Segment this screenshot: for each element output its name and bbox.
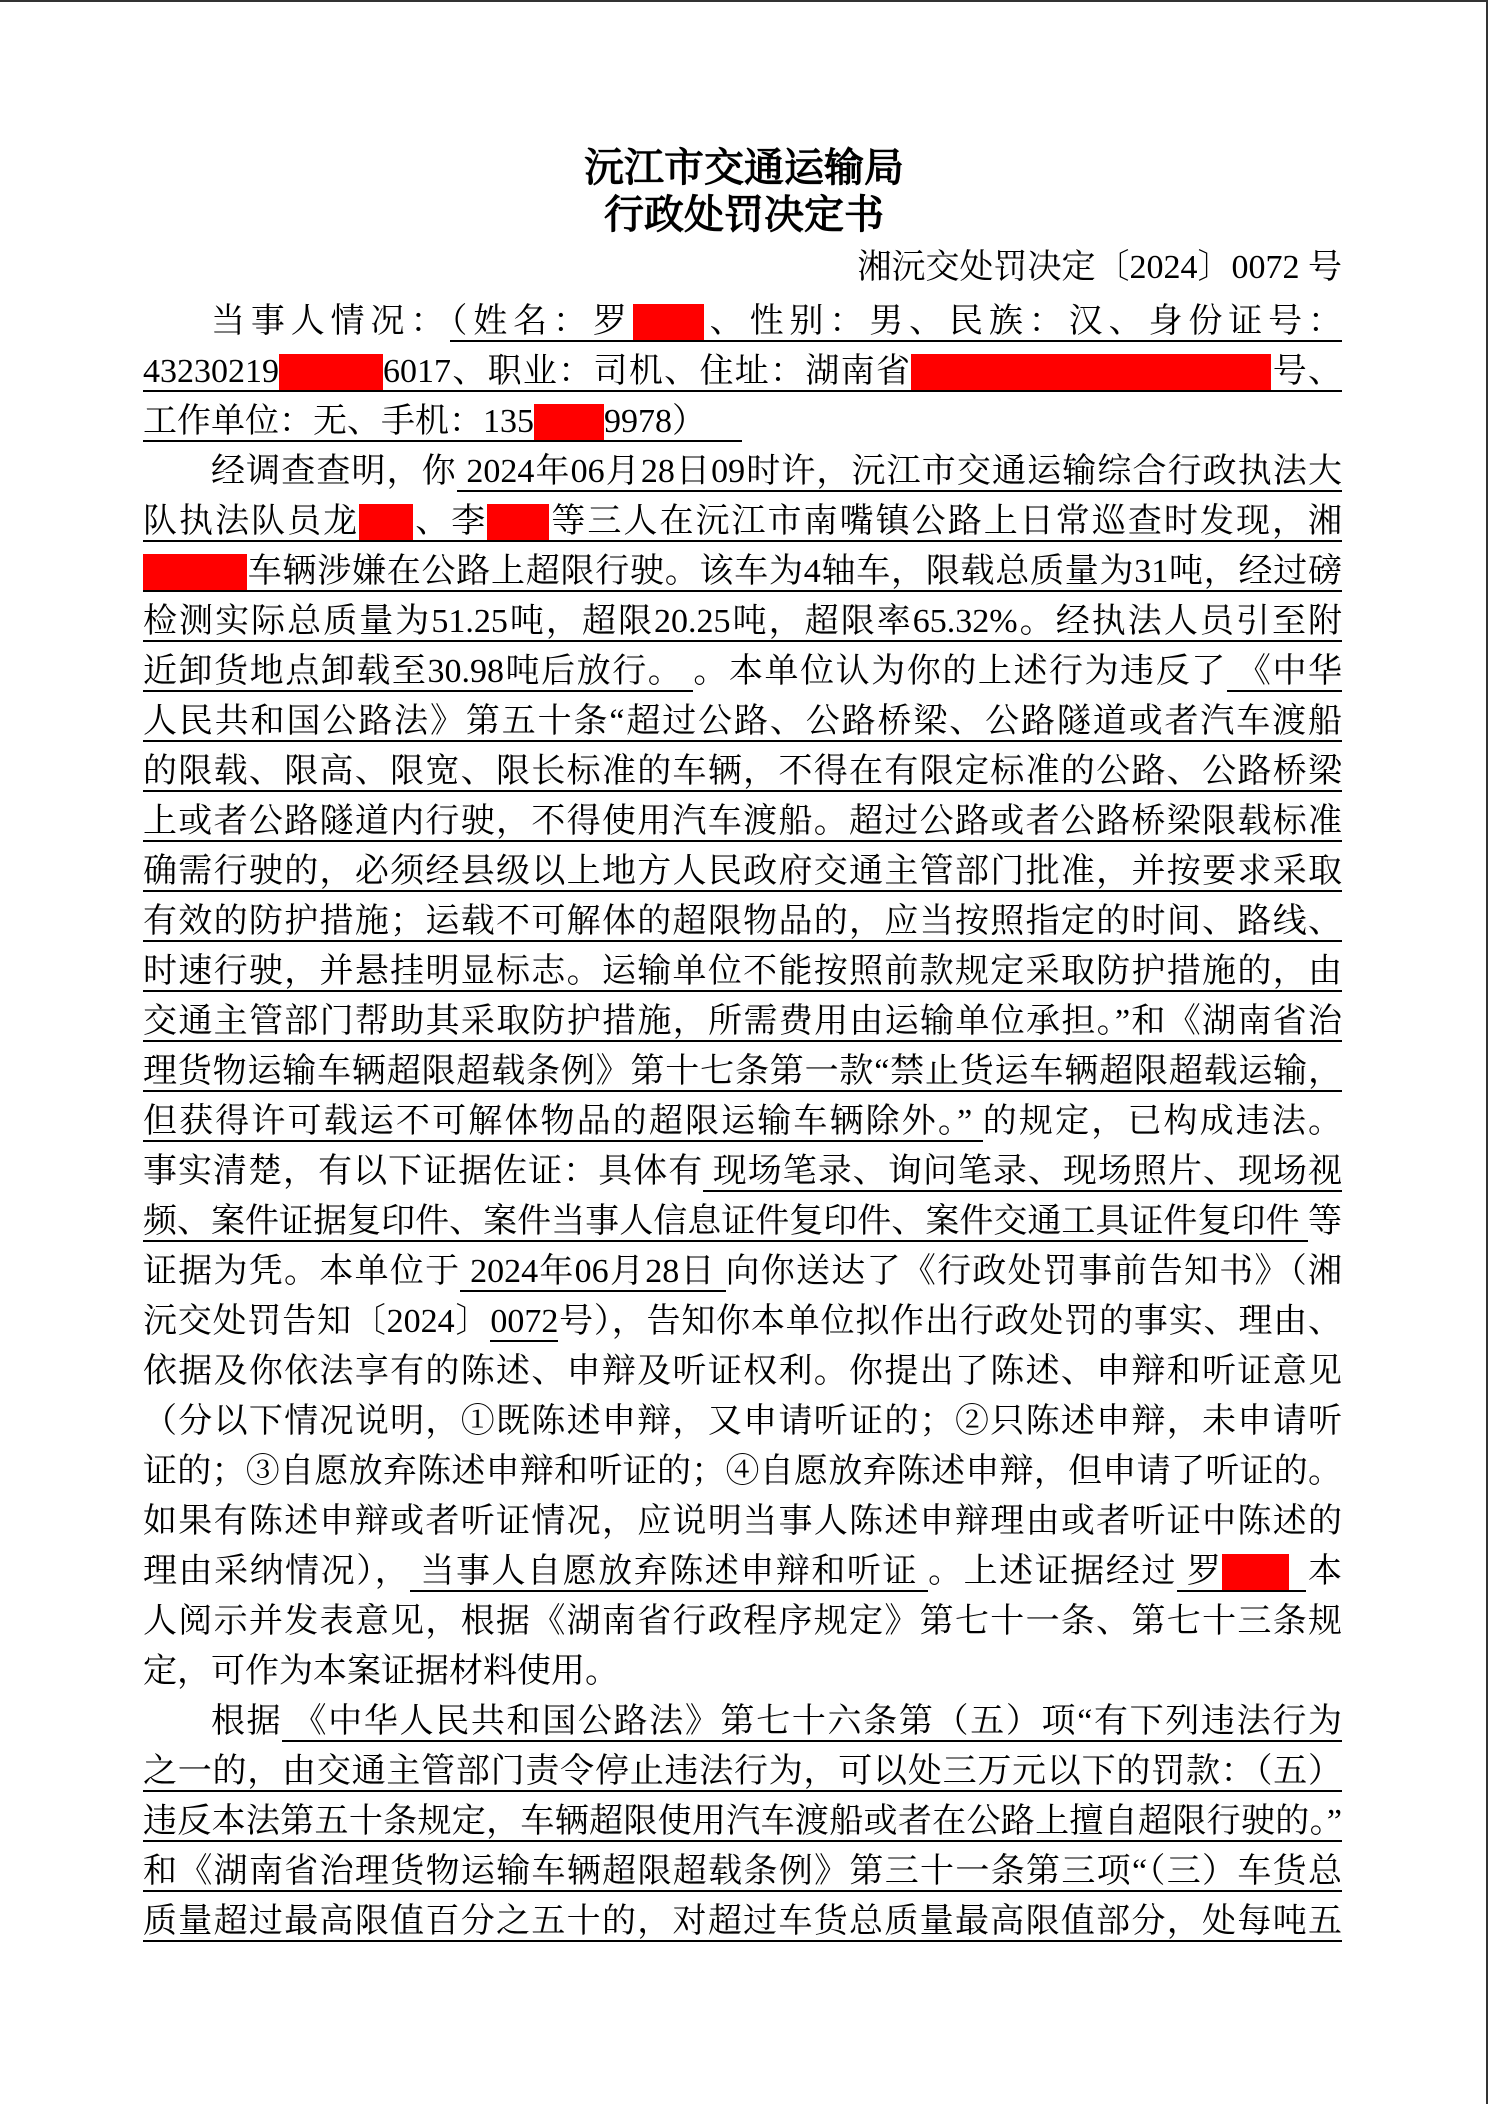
text-line: [143, 1247, 1342, 1297]
text-line: [143, 1097, 1342, 1147]
text-line: [143, 997, 1342, 1047]
text-segment: 等: [1308, 1203, 1342, 1240]
text-segment: 43230219: [143, 353, 279, 390]
underlined-text: 违反本法第五十条规定，车辆超限使用汽车渡船或者在公路上擅自超限行驶的。”: [143, 1803, 1342, 1840]
text-line: [143, 497, 1342, 547]
underlined-text: 《中华人民共和国公路法》第七十六条第（五）项“有下列违法行为: [282, 1703, 1343, 1740]
underlined-text: 2024年06月28日09时许，沅江市交通运输综合行政执法大: [456, 453, 1343, 490]
text-line: [143, 647, 1342, 697]
document-title: 行政处罚决定书: [604, 192, 884, 237]
text-segment: 等三人在沅江市南嘴镇公路上日常巡查时发现，湘: [549, 503, 1343, 540]
agency-title: 沅江市交通运输局: [584, 145, 904, 190]
redaction-box: [279, 354, 383, 390]
underlined-text: 交通主管部门帮助其采取防护措施，所需费用由运输单位承担。”和《湖南省治: [143, 1003, 1342, 1040]
redaction-box: [487, 504, 549, 540]
document-number: 湘沅交处罚决定〔2024〕0072 号: [857, 249, 1342, 286]
text-segment: 沅交处罚告知〔2024〕: [143, 1303, 491, 1340]
text-line: [143, 747, 1342, 797]
text-line: [143, 1147, 1342, 1197]
text-segment: 队执法队员龙: [143, 503, 360, 540]
underlined-text: 检测实际总质量为51.25吨，超限20.25吨，超限率65.32%。经执法人员引至附: [143, 603, 1342, 640]
underlined-text: 2024年06月28日: [460, 1253, 726, 1290]
underlined-text: 质量超过最高限值百分之五十的，对超过车货总质量最高限值部分，处每吨五: [143, 1903, 1342, 1940]
text-line: [143, 1897, 1342, 1947]
text-segment: 的规定，已构成违法。: [982, 1103, 1342, 1140]
text-segment: 车辆涉嫌在公路上超限行驶。该车为4轴车，限载总质量为31吨，经过磅: [247, 553, 1342, 590]
text-segment: 人阅示并发表意见，根据《湖南省行政程序规定》第七十一条、第七十三条规: [143, 1603, 1342, 1640]
redaction-box: [1222, 1554, 1289, 1590]
text-segment: 6017、职业：司机、住址：湖南省: [383, 353, 912, 390]
text-line: [143, 1697, 1342, 1747]
text-segment: 、性别：男、民族：汉、身份证号：: [703, 303, 1343, 340]
text-segment: 证的；③自愿放弃陈述申辩和听证的；④自愿放弃陈述申辩，但申请了听证的。: [143, 1453, 1342, 1490]
text-line: [143, 1747, 1342, 1797]
underlined-text: 频、案件证据复印件、案件当事人信息证件复印件、案件交通工具证件复印件: [143, 1203, 1308, 1240]
text-line: [143, 1847, 1342, 1897]
text-segment: 本: [1306, 1553, 1343, 1590]
underlined-text: 人民共和国公路法》第五十条“超过公路、公路桥梁、公路隧道或者汽车渡船: [143, 703, 1342, 740]
text-line: [143, 1397, 1342, 1447]
text-line: [143, 1547, 1342, 1597]
redaction-box: [633, 304, 704, 340]
text-line: [143, 1597, 1342, 1647]
underlined-text: 上或者公路隧道内行驶，不得使用汽车渡船。超过公路或者公路桥梁限载标准: [143, 803, 1342, 840]
underlined-text: [143, 503, 1342, 542]
text-segment: 理由采纳情况），: [143, 1553, 411, 1590]
underlined-text: [143, 553, 1342, 592]
text-segment: 。上述证据经过: [928, 1553, 1177, 1590]
underlined-text: 当事人自愿放弃陈述申辩和听证: [410, 1553, 929, 1590]
text-segment: 证据为凭。本单位于: [143, 1253, 461, 1290]
text-line: [143, 547, 1342, 597]
underlined-text: 现场笔录、询问笔录、现场照片、现场视: [703, 1153, 1342, 1190]
text-line: [143, 597, 1342, 647]
underlined-text: 的限载、限高、限宽、限长标准的车辆，不得在有限定标准的公路、公路桥梁: [143, 753, 1342, 790]
underlined-text: 和《湖南省治理货物运输车辆超限超载条例》第三十一条第三项“（三）车货总: [143, 1853, 1342, 1890]
underlined-text: 有效的防护措施；运载不可解体的超限物品的，应当按照指定的时间、路线、: [143, 903, 1342, 940]
text-line: [143, 1347, 1342, 1397]
underlined-text: 确需行驶的，必须经县级以上地方人民政府交通主管部门批准，并按要求采取: [143, 853, 1342, 890]
text-segment: 9978）: [604, 403, 706, 440]
underlined-text: [143, 403, 742, 442]
underlined-text: [143, 353, 1342, 392]
text-line: [143, 297, 1342, 347]
text-line: [143, 797, 1342, 847]
text-segment: 号、: [1271, 353, 1342, 390]
text-segment: 号），告知你本单位拟作出行政处罚的事实、理由、: [558, 1303, 1342, 1340]
text-line: [143, 1447, 1342, 1497]
text-line: [143, 347, 1342, 397]
underlined-text: 但获得许可载运不可解体物品的超限运输车辆除外。”: [143, 1103, 983, 1140]
redaction-box: [911, 354, 1271, 390]
text-line: [143, 697, 1342, 747]
text-line: [143, 1197, 1342, 1247]
text-segment: 依据及你依法享有的陈述、申辩及听证权利。你提出了陈述、申辩和听证意见: [143, 1353, 1342, 1390]
text-segment: 。本单位认为你的上述行为违反了: [693, 653, 1227, 690]
text-line: [143, 447, 1342, 497]
text-segment: 如果有陈述申辩或者听证情况，应说明当事人陈述申辩理由或者听证中陈述的: [143, 1503, 1342, 1540]
text-segment: 向你送达了《行政处罚事前告知书》（湘: [725, 1253, 1343, 1290]
text-line: [143, 1647, 1342, 1697]
text-line: [143, 1797, 1342, 1847]
redaction-box: [359, 504, 413, 540]
text-line: [143, 1297, 1342, 1347]
redaction-box: [143, 554, 247, 590]
text-segment: 、李: [413, 503, 488, 540]
text-segment: 工作单位：无、手机：135: [143, 403, 534, 440]
text-line: [143, 1497, 1342, 1547]
text-segment: （姓名：罗: [450, 303, 633, 340]
redaction-box: [534, 404, 604, 440]
text-segment: 罗: [1176, 1553, 1223, 1590]
text-segment: 当事人情况：: [211, 303, 451, 340]
text-segment: 定，可作为本案证据材料使用。: [143, 1653, 619, 1690]
underlined-text: 时速行驶，并悬挂明显标志。运输单位不能按照前款规定采取防护措施的，由: [143, 953, 1342, 990]
text-line: [143, 897, 1342, 947]
underlined-text: [450, 303, 1342, 342]
text-segment: （分以下情况说明，①既陈述申辩，又申请听证的；②只陈述申辩，未申请听: [143, 1403, 1342, 1440]
text-line: [143, 1047, 1342, 1097]
text-segment: 事实清楚，有以下证据佐证：具体有: [143, 1153, 704, 1190]
text-line: [143, 397, 1342, 447]
underlined-text: 近卸货地点卸载至30.98吨后放行。: [143, 653, 694, 690]
underlined-text: 0072: [490, 1303, 559, 1340]
document-body: [143, 297, 1342, 1947]
text-segment: 根据: [211, 1703, 283, 1740]
underlined-text: [1177, 1553, 1307, 1592]
text-line: [143, 847, 1342, 897]
underlined-text: 理货物运输车辆超限超载条例》第十七条第一款“禁止货运车辆超限超载运输，: [143, 1053, 1342, 1090]
underlined-text: 之一的，由交通主管部门责令停止违法行为，可以处三万元以下的罚款：（五）: [143, 1753, 1342, 1790]
text-line: [143, 947, 1342, 997]
text-segment: 经调查查明，你: [211, 453, 457, 490]
underlined-text: 《中华: [1226, 653, 1343, 690]
